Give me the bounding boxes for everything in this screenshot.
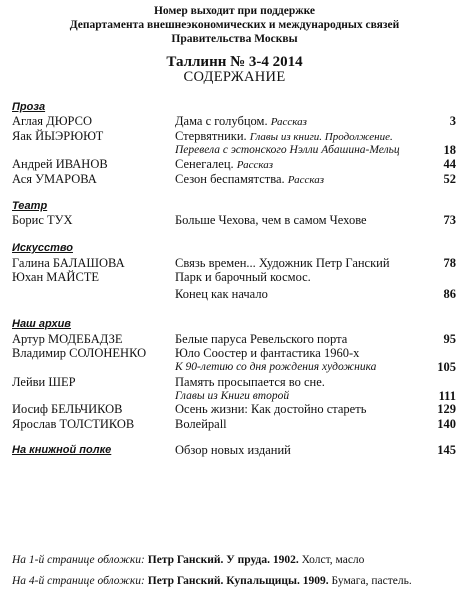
entry-title: Больше Чехова, чем в самом Чехове xyxy=(175,213,367,227)
entry-author: Андрей ИВАНОВ xyxy=(12,157,108,171)
entry-title: Стервятники. Главы из книги. Продолжение. xyxy=(175,129,393,143)
issue-title: Таллинн № 3-4 2014 xyxy=(166,54,303,70)
cover-note-front: На 1-й странице обложки: Петр Ганский. У пруда. 1902. Холст, масло xyxy=(12,554,365,566)
entry-page: 44 xyxy=(443,157,456,171)
entry-author: Владимир СОЛОНЕНКО xyxy=(12,346,147,360)
entry-page: 145 xyxy=(437,443,456,457)
section-heading-bookshelf: На книжной полке xyxy=(12,444,112,456)
entry-title: Обзор новых изданий xyxy=(175,443,291,457)
entry-author: Аглая ДЮРСО xyxy=(12,114,93,128)
entry-author: Галина БАЛАШОВА xyxy=(12,256,125,270)
entry-author: Иосиф БЕЛЬЧИКОВ xyxy=(12,402,123,416)
entry-subtitle: К 90-летию со дня рождения художника xyxy=(175,361,377,373)
entry-page: 73 xyxy=(443,213,456,227)
entry-author: Лейви ШЕР xyxy=(12,375,76,389)
entry-title: Осень жизни: Как достойно стареть xyxy=(175,402,367,416)
contents-title: СОДЕРЖАНИЕ xyxy=(183,69,286,85)
entry-page: 140 xyxy=(437,417,456,431)
entry-page: 18 xyxy=(443,143,456,157)
entry-author: Яак ЙЫЭРЮЮТ xyxy=(12,129,104,143)
entry-page: 3 xyxy=(449,114,456,128)
entry-page: 86 xyxy=(443,287,456,301)
entry-title: Белые паруса Ревельского порта xyxy=(175,332,348,346)
entry-title: Юло Соостер и фантастика 1960-х xyxy=(175,346,360,360)
entry-page: 95 xyxy=(443,332,456,346)
section-heading-prose: Проза xyxy=(12,101,46,113)
entry-title: Сезон беспамятства. Рассказ xyxy=(175,172,325,186)
entry-author: Борис ТУХ xyxy=(12,213,73,227)
entry-page: 111 xyxy=(438,389,456,403)
entry-title-cont: Конец как начало xyxy=(175,287,268,301)
entry-title: Парк и барочный космос. xyxy=(175,270,311,284)
entry-translator: Перевела с эстонского Нэлли Абашина-Мельц xyxy=(175,144,400,156)
sponsor-line-1: Номер выходит при поддержке xyxy=(153,5,316,17)
entry-title: Сенегалец. Рассказ xyxy=(175,157,274,171)
entry-author: Ярослав ТОЛСТИКОВ xyxy=(12,417,135,431)
section-heading-art: Искусство xyxy=(12,242,73,254)
entry-page: 78 xyxy=(443,256,456,270)
entry-title: Память просыпается во сне. xyxy=(175,375,325,389)
entry-title: Дама с голубцом. Рассказ xyxy=(175,114,307,128)
sponsor-line-2: Департамента внешнеэкономических и международных связей xyxy=(69,19,400,31)
cover-note-back: На 4-й странице обложки: Петр Ганский. Купальщицы. 1909. Бумага, пастель. xyxy=(12,575,412,587)
entry-author: Ася УМАРОВА xyxy=(12,172,97,186)
section-heading-theatre: Театр xyxy=(12,200,48,212)
sponsor-line-3: Правительства Москвы xyxy=(171,33,298,45)
section-heading-archive: Наш архив xyxy=(12,318,71,330)
entry-title: Связь времен... Художник Петр Ганский xyxy=(175,256,390,270)
entry-author: Юхан МАЙСТЕ xyxy=(12,270,100,284)
entry-page: 129 xyxy=(437,402,456,416)
entry-subtitle: Главы из Книги второй xyxy=(175,390,290,402)
entry-title: Волейpall xyxy=(175,417,227,431)
entry-page: 52 xyxy=(443,172,456,186)
entry-author: Артур МОДЕБАДЗЕ xyxy=(12,332,123,346)
entry-page: 105 xyxy=(437,360,456,374)
